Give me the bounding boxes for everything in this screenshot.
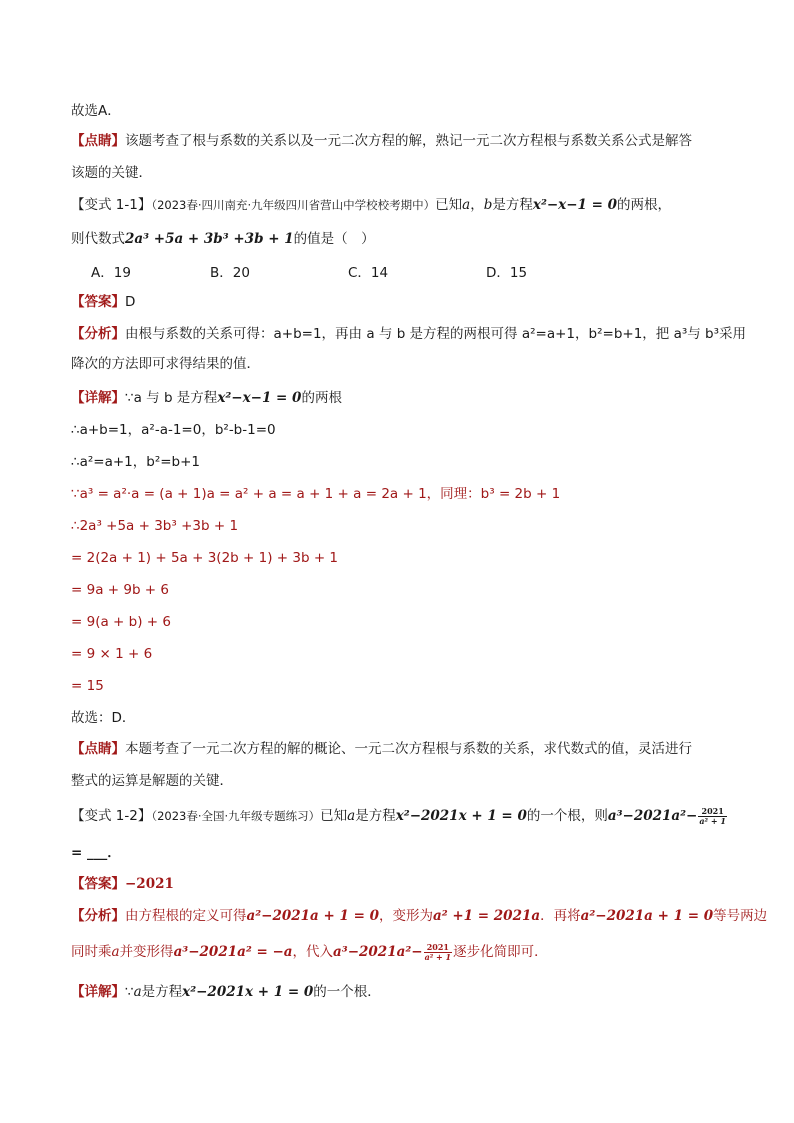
comment-tag: 【点睛】 xyxy=(71,133,125,149)
solution-step: = 9 × 1 + 6 xyxy=(71,646,153,662)
answer-value: −2021 xyxy=(125,876,174,892)
variant-1-1-question-line-1: 【变式 1-1】（2023春·四川南充·九年级四川省营山中学校校考期中）已知a，b是方程x²−x−1 = 0的两根， xyxy=(71,197,672,213)
solution-step: = 9(a + b) + 6 xyxy=(71,614,171,630)
answer-1-line xyxy=(71,292,731,312)
answer-2-line xyxy=(71,874,731,894)
solution-step: ∴a+b=1，a²-a-1=0，b²-b-1=0 xyxy=(71,422,276,438)
analysis-1-line-2: 降次的方法即可求得结果的值． xyxy=(71,356,260,372)
analysis-tag: 【分析】 xyxy=(71,908,125,924)
variant-1-1-question-line-2: 则代数式2a³ +5a + 3b³ +3b + 1的值是（ ） xyxy=(71,231,375,247)
analysis-2-line-2: 同时乘a并变形得a³−2021a² = −a，代入a³−2021a²− $\frac{2021}{\text{a² + 1}}$ 逐步化简即可． xyxy=(71,941,548,962)
fraction: $\frac{2021}{\text{a² + 1}}$ xyxy=(424,941,452,962)
choice-a: A．19 xyxy=(91,265,131,281)
choice-c: C．14 xyxy=(348,265,389,281)
equation: x²−2021x + 1 = 0 xyxy=(182,984,314,1000)
comment-1-line-2: 该题的关键． xyxy=(71,165,152,181)
solution-step: = 2(2a + 1) + 5a + 3(2b + 1) + 3b + 1 xyxy=(71,550,339,566)
choice-b: B．20 xyxy=(210,265,250,281)
solution-step: = 15 xyxy=(71,678,104,694)
answer-tag: 【答案】 xyxy=(71,294,125,310)
solution-1-line-1: 【详解】∵a 与 b 是方程x²−x−1 = 0的两根 xyxy=(71,390,342,406)
variant-tag: 【变式 1-1】 xyxy=(71,197,152,213)
solution-step: ∴2a³ +5a + 3b³ +3b + 1 xyxy=(71,518,239,534)
solution-tag: 【详解】 xyxy=(71,390,125,406)
expression: a³−2021a²− xyxy=(607,808,698,824)
solution-2-line-1: 【详解】∵a是方程x²−2021x + 1 = 0的一个根． xyxy=(71,984,381,1000)
variant-tag: 【变式 1-2】 xyxy=(71,808,152,824)
answer-tag: 【答案】 xyxy=(71,876,125,892)
comment-2-line-1: 【点睛】本题考查了一元二次方程的解的概论、一元二次方程根与系数的关系，求代数式的值，灵活进行 xyxy=(71,741,692,757)
solution-step: ∵a³ = a²·a = (a + 1)a = a² + a = a + 1 + a = 2a + 1，同理：b³ = 2b + 1 xyxy=(71,486,561,502)
solution-tag: 【详解】 xyxy=(71,984,125,1000)
equation: x²−x−1 = 0 xyxy=(217,390,302,406)
question-source: （2023春·四川南充·九年级四川省营山中学校校考期中） xyxy=(151,198,436,212)
analysis-tag: 【分析】 xyxy=(71,326,125,342)
variant-1-2-question-line-1: 【变式 1-2】（2023春·全国·九年级专题练习）已知a是方程x²−2021x + 1 = 0的一个根，则a³−2021a²− $\frac{2021}{\text{a² + 1}}$ xyxy=(71,805,726,826)
expression: 2a³ +5a + 3b³ +3b + 1 xyxy=(125,231,294,247)
comment-2-line-2: 整式的运算是解题的关键． xyxy=(71,773,233,789)
analysis-1-line-1: 【分析】由根与系数的关系可得：a+b=1，再由 a 与 b 是方程的两根可得 a²=a+1，b²=b+1，把 a³与 b³采用 xyxy=(71,326,747,342)
equation: x²−2021x + 1 = 0 xyxy=(395,808,527,824)
answer-value: D xyxy=(125,294,136,310)
answer-blank-line: = ___． xyxy=(71,845,121,861)
conclusion-line-2: 故选：D． xyxy=(71,710,136,726)
question-source: （2023春·全国·九年级专题练习） xyxy=(151,809,321,823)
analysis-2-line-1: 【分析】由方程根的定义可得a²−2021a + 1 = 0，变形为a² +1 = 2021a．再将a²−2021a + 1 = 0等号两边 xyxy=(71,908,768,924)
choice-d: D．15 xyxy=(486,265,528,281)
solution-step: = 9a + 9b + 6 xyxy=(71,582,170,598)
solution-step: ∴a²=a+1，b²=b+1 xyxy=(71,454,201,470)
fraction: $\frac{2021}{\text{a² + 1}}$ xyxy=(699,805,726,826)
comment-tag: 【点睛】 xyxy=(71,741,125,757)
comment-1-line-1: 【点睛】该题考查了根与系数的关系以及一元二次方程的解，熟记一元二次方程根与系数关系公式是解答 xyxy=(71,133,692,149)
equation: x²−x−1 = 0 xyxy=(532,197,618,213)
conclusion-line-1: 故选A． xyxy=(71,103,121,119)
